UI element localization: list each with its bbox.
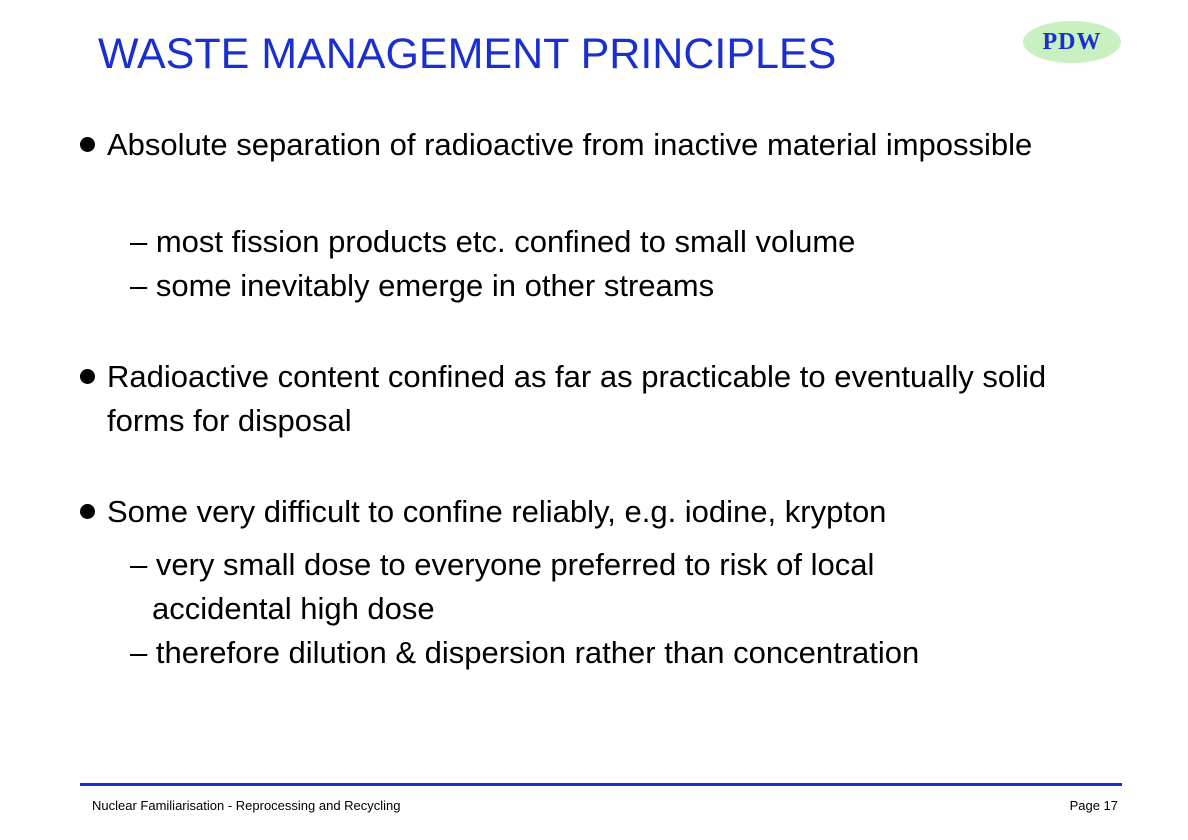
bullet-dot-icon: [80, 369, 95, 384]
footer-divider: [80, 783, 1122, 786]
sub-bullet-continuation: accidental high dose: [152, 591, 435, 626]
bullet-dot-icon: [80, 137, 95, 152]
bullet-text: Absolute separation of radioactive from inactive material impossible: [107, 127, 1033, 162]
bullet-dot-icon: [80, 504, 95, 519]
sub-bullet: – most fission products etc. confined to small volume: [130, 224, 856, 259]
sub-bullet: – very small dose to everyone preferred to risk of local: [130, 547, 875, 582]
pdw-badge-label: PDW: [1042, 28, 1102, 55]
bullet-text: Some very difficult to confine reliably, e.g. iodine, krypton: [107, 494, 887, 529]
pdw-badge: [1023, 21, 1121, 63]
sub-bullet: – some inevitably emerge in other streams: [130, 268, 715, 303]
slide-title: WASTE MANAGEMENT PRINCIPLES: [98, 30, 837, 78]
sub-bullet: – therefore dilution & dispersion rather than concentration: [130, 635, 920, 670]
footer-course-title: Nuclear Familiarisation - Reprocessing and Recycling: [92, 798, 401, 813]
bullet-text: Radioactive content confined as far as practicable to eventually solid forms for disposal: [107, 359, 1047, 438]
footer-page-number: Page 17: [1069, 798, 1118, 813]
